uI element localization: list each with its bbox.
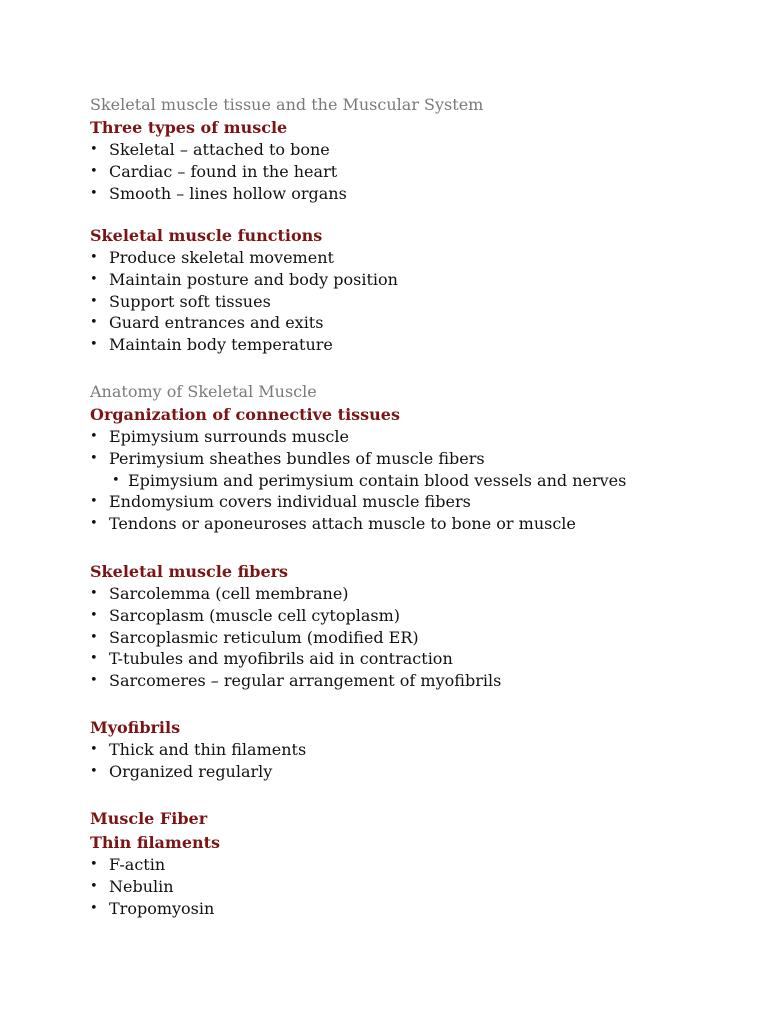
section-muscle-fibers bbox=[90, 561, 748, 692]
list-item-nested: • Epimysium and perimysium contain blood vessels and nerves bbox=[90, 470, 748, 492]
list-item: • Epimysium surrounds muscle bbox=[90, 426, 748, 448]
section-myofibrils bbox=[90, 717, 748, 783]
list-item: • Maintain body temperature bbox=[90, 334, 748, 356]
list-item: • Sarcomeres – regular arrangement of myofibrils bbox=[90, 670, 748, 692]
list-item: • Perimysium sheathes bundles of muscle fibers bbox=[90, 448, 748, 470]
section-heading: Three types of muscle bbox=[90, 118, 288, 137]
list-item: • Produce skeletal movement bbox=[90, 247, 748, 269]
list-item: • Smooth – lines hollow organs bbox=[90, 183, 748, 205]
bullet-list bbox=[90, 854, 748, 919]
list-item: • Nebulin bbox=[90, 876, 748, 898]
section-title: Skeletal muscle tissue and the Muscular System bbox=[90, 95, 484, 114]
section-heading: Skeletal muscle functions bbox=[90, 226, 323, 245]
list-item: • Cardiac – found in the heart bbox=[90, 161, 748, 183]
bullet-list bbox=[90, 739, 748, 783]
list-item: • Guard entrances and exits bbox=[90, 312, 748, 334]
section-heading: Muscle Fiber bbox=[90, 809, 208, 828]
section-muscle-fiber bbox=[90, 808, 748, 919]
section-heading: Myofibrils bbox=[90, 718, 181, 737]
section-muscle-functions bbox=[90, 225, 748, 356]
bullet-list bbox=[90, 139, 748, 204]
list-item: • Tropomyosin bbox=[90, 898, 748, 920]
list-item: • Sarcoplasm (muscle cell cytoplasm) bbox=[90, 605, 748, 627]
list-item: • Tendons or aponeuroses attach muscle to bone or muscle bbox=[90, 513, 748, 535]
section-muscle-types bbox=[90, 95, 748, 204]
list-item: • Sarcolemma (cell membrane) bbox=[90, 583, 748, 605]
list-item: • T-tubules and myofibrils aid in contraction bbox=[90, 648, 748, 670]
section-subheading: Thin filaments bbox=[90, 833, 221, 852]
list-item: • Support soft tissues bbox=[90, 291, 748, 313]
list-item: • Endomysium covers individual muscle fibers bbox=[90, 491, 748, 513]
list-item: • Thick and thin filaments bbox=[90, 739, 748, 761]
section-title: Anatomy of Skeletal Muscle bbox=[90, 382, 317, 401]
list-item: • Skeletal – attached to bone bbox=[90, 139, 748, 161]
bullet-list bbox=[90, 426, 748, 535]
section-connective-tissues bbox=[90, 382, 748, 535]
bullet-list bbox=[90, 247, 748, 356]
bullet-list bbox=[90, 583, 748, 692]
section-heading: Skeletal muscle fibers bbox=[90, 562, 289, 581]
list-item: • Maintain posture and body position bbox=[90, 269, 748, 291]
list-item: • Organized regularly bbox=[90, 761, 748, 783]
list-item: • F-actin bbox=[90, 854, 748, 876]
section-heading: Organization of connective tissues bbox=[90, 405, 400, 424]
list-item: • Sarcoplasmic reticulum (modified ER) bbox=[90, 627, 748, 649]
